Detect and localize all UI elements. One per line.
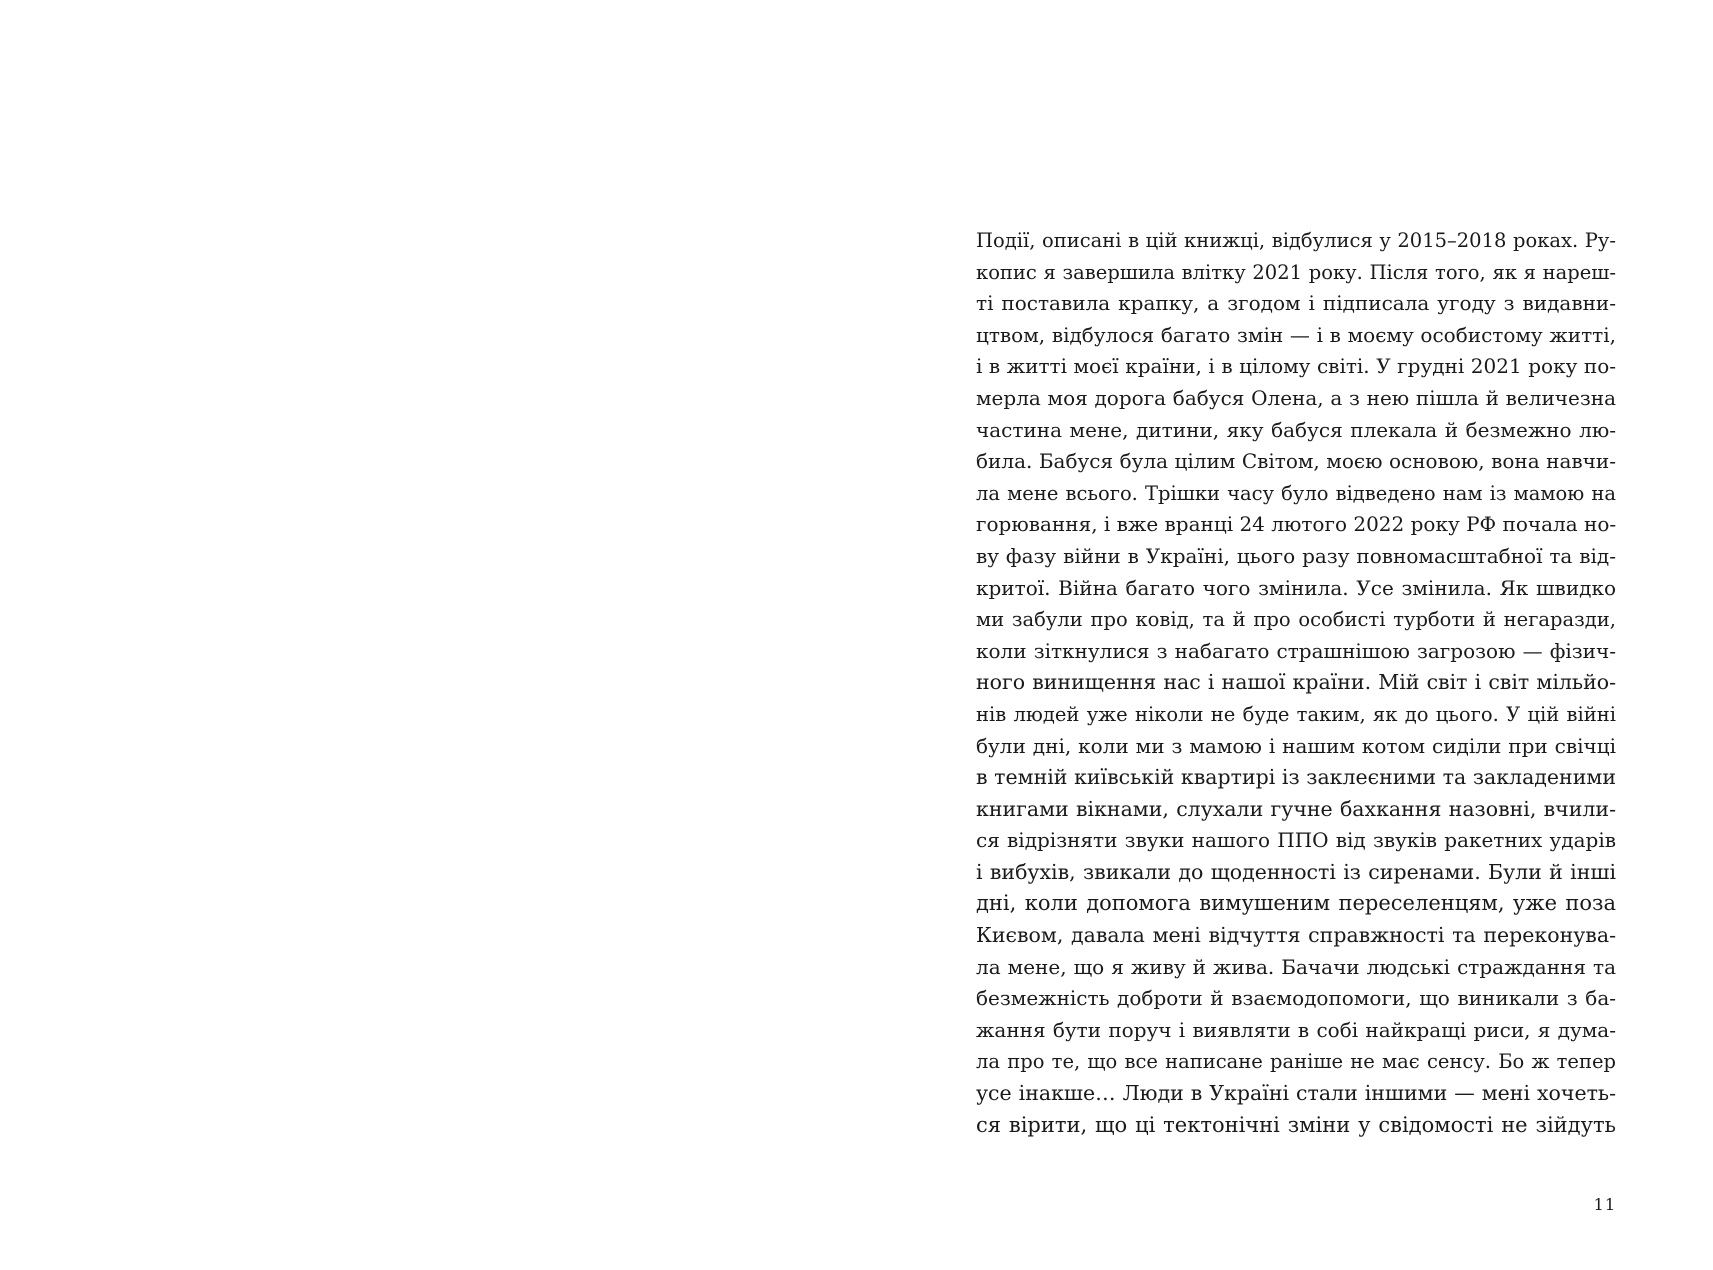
text-line: ті поставила крапку, а згодом і підписала угоду з видавни-	[976, 291, 1616, 316]
text-line: ла мене всього. Трішки часу було відведено нам із мамою на	[976, 481, 1616, 505]
text-line: цтвом, відбулося багато змін — і в моєму особистому житті,	[976, 322, 1616, 347]
text-line: і вибухів, звикали до щоденності із сиренами. Були й інші	[976, 859, 1616, 884]
text-line: безмежність доброти й взаємодопомоги, що виникали з ба-	[976, 986, 1616, 1011]
text-line: дні, коли допомога вимушеним переселенцям, уже поза	[976, 891, 1616, 916]
text-line: і в житті моєї країни, і в цілому світі. У грудні 2021 року по-	[976, 354, 1616, 379]
text-line: Києвом, давала мені відчуття справжності та переконува-	[976, 923, 1616, 948]
text-line: ла мене, що я живу й жива. Бачачи людські страждання та	[976, 954, 1616, 979]
text-line: ми забули про ковід, та й про особисті турботи й негаразди,	[976, 608, 1616, 632]
body-text	[976, 225, 1616, 1141]
text-line: були дні, коли ми з мамою і нашим котом сиділи при свічці	[976, 733, 1616, 758]
text-line: мерла моя дорога бабуся Олена, а з нею пішла й величезна	[976, 385, 1616, 410]
text-line: ся вірити, що ці тектонічні зміни у свідомості не зійдуть	[976, 1112, 1616, 1137]
text-line: в темній київській квартирі із заклеєними та закладеними	[976, 765, 1616, 790]
text-line: критої. Війна багато чого змінила. Усе змінила. Як швидко	[976, 575, 1616, 600]
text-line: частина мене, дитини, яку бабуся плекала й безмежно лю-	[976, 417, 1616, 442]
text-line: горювання, і вже вранці 24 лютого 2022 року РФ почала но-	[976, 512, 1617, 537]
text-line: ся відрізняти звуки нашого ППО від звуків ракетних ударів	[976, 828, 1616, 853]
text-line: книгами вікнами, слухали гучне бахкання назовні, вчили-	[976, 796, 1616, 821]
text-line: коли зіткнулися з набагато страшнішою загрозою — фізич-	[976, 638, 1616, 663]
text-line: ного винищення нас і нашої країни. Мій світ і світ мільйо-	[976, 670, 1616, 695]
text-line: Події, описані в цій книжці, відбулися у 2015–2018 роках. Ру-	[976, 229, 1616, 252]
text-line: усе інакше… Люди в Україні стали іншими — мені хочеть-	[976, 1081, 1616, 1106]
text-line: копис я завершила влітку 2021 року. Після того, як я нареш-	[976, 260, 1616, 284]
text-line: ву фазу війни в Україні, цього разу повномасштабної та від-	[976, 543, 1616, 568]
text-line: нів людей уже ніколи не буде таким, як до цього. У цій війні	[976, 702, 1616, 726]
text-line: била. Бабуся була цілим Світом, моєю основою, вона навчи-	[976, 449, 1616, 474]
page-number: 11	[1593, 1195, 1616, 1214]
text-line: жання бути поруч і виявляти в собі найкращі риси, я дума-	[976, 1017, 1616, 1042]
text-line: ла про те, що все написане раніше не має сенсу. Бо ж тепер	[976, 1050, 1616, 1074]
